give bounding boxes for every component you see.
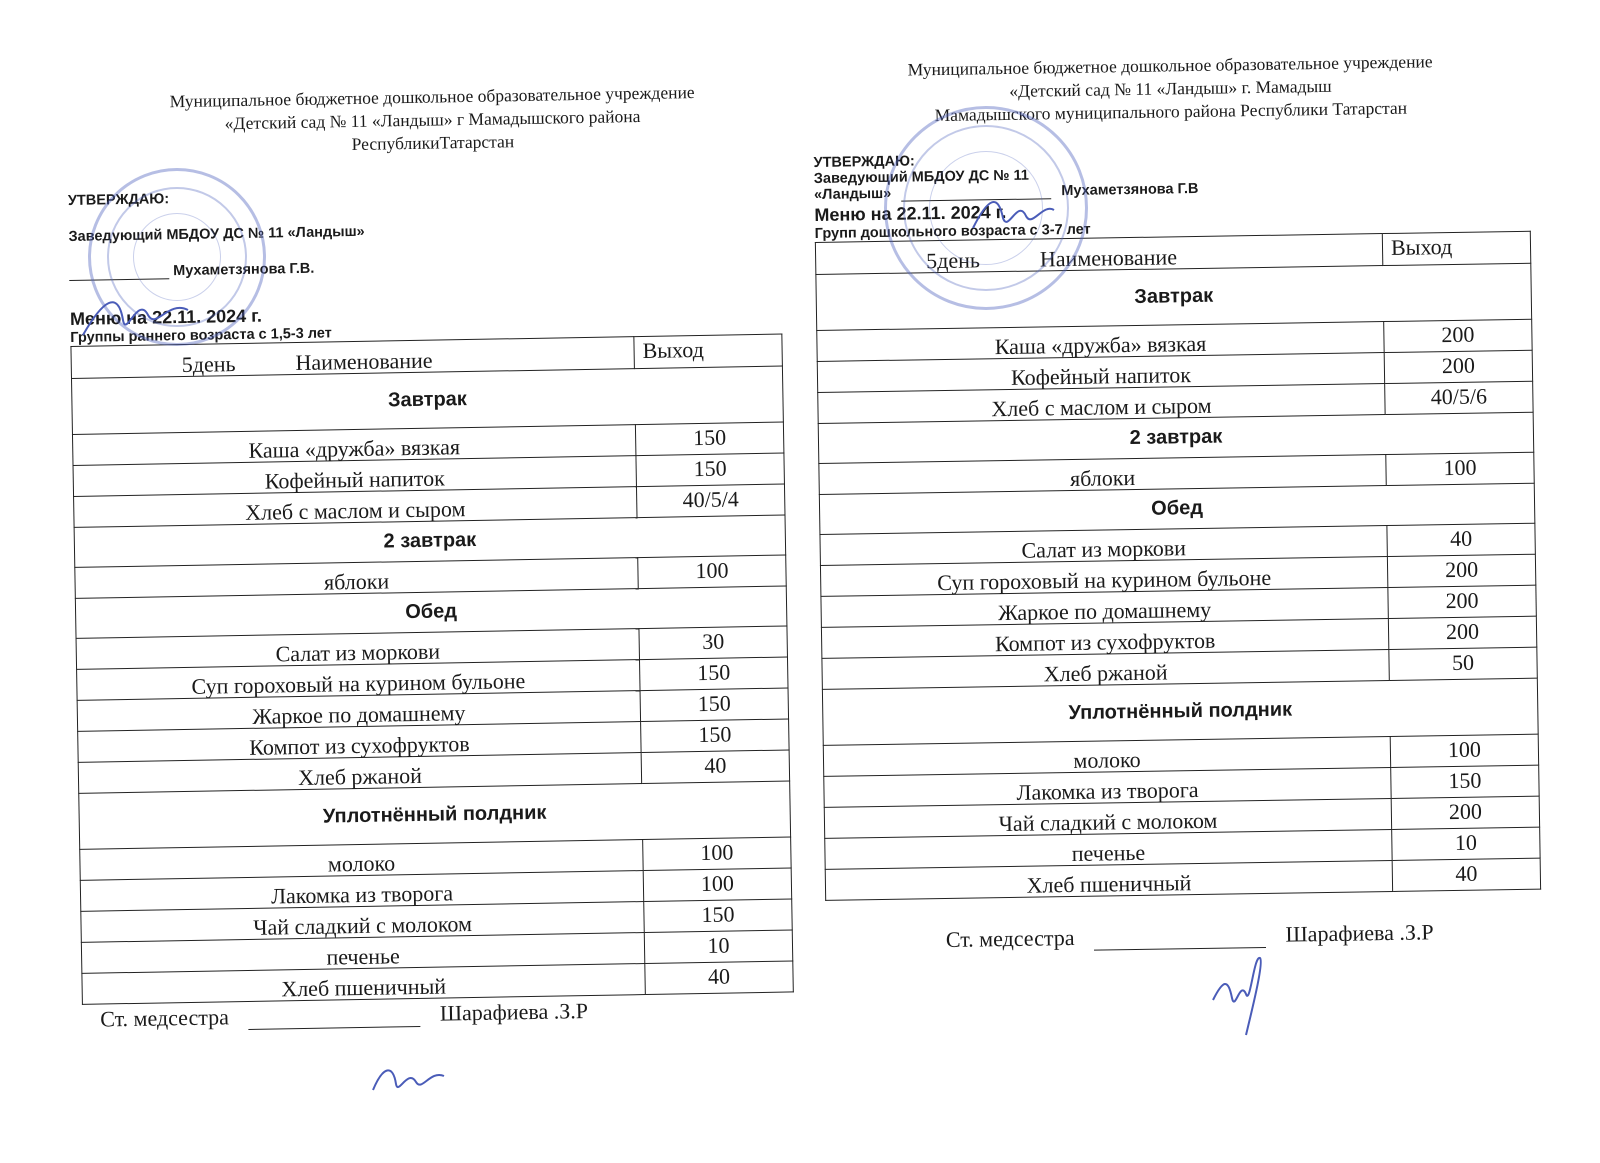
column-header-name: Наименование (1039, 244, 1178, 272)
dish-name: Хлеб с маслом и сыром (74, 487, 637, 528)
nurse-label: Ст. медсестра (945, 925, 1075, 953)
dish-output: 200 (1384, 351, 1532, 384)
nurse-name: Шарафиева .З.Р (1285, 919, 1434, 947)
handwritten-signature-icon (368, 1058, 448, 1098)
dish-name: Кофейный напиток (817, 353, 1384, 393)
dish-output: 10 (1392, 827, 1540, 860)
head-name: Мухаметзянова Г.В. (173, 260, 315, 280)
dish-output: 50 (1389, 647, 1537, 680)
dish-name: Хлеб с маслом и сыром (818, 384, 1385, 424)
handwritten-signature-icon (968, 188, 1058, 238)
column-header-name: Наименование (295, 347, 433, 376)
org-header (66, 80, 779, 162)
dish-output: 100 (643, 868, 792, 902)
section-title: Обед (819, 483, 1535, 534)
dish-output: 10 (644, 930, 793, 964)
head-name: Мухаметзянова Г.В (1061, 181, 1199, 200)
dish-name: печенье (81, 933, 644, 974)
dish-name: Суп гороховый на курином бульоне (820, 557, 1387, 597)
section-title: 2 завтрак (74, 515, 786, 567)
handwritten-signature-icon (78, 280, 198, 350)
dish-name: Лакомка из творога (80, 871, 643, 912)
head-position: Заведующий МБДОУ ДС № 11 «Ландыш» (68, 224, 365, 246)
dish-name: яблоки (819, 455, 1386, 495)
dish-name: Жаркое по домашнему (77, 691, 640, 732)
column-header-output: Выход (1382, 232, 1530, 266)
column-header-output: Выход (634, 334, 783, 369)
dish-name: Жаркое по домашнему (821, 588, 1388, 628)
dish-name: Лакомка из творога (824, 768, 1391, 808)
nurse-label: Ст. медсестра (99, 1004, 230, 1032)
approve-label: УТВЕРЖДАЮ: (813, 153, 915, 172)
dish-name: Компот из сухофруктов (78, 722, 641, 763)
dish-name: Каша «дружба» вязкая (817, 322, 1384, 362)
dish-output: 200 (1391, 796, 1539, 829)
dish-output: 40 (645, 961, 794, 995)
org-line: «Детский сад № 11 «Ландыш» г Мамадышского района (224, 106, 641, 134)
dish-output: 100 (1390, 734, 1538, 767)
dish-name: Кофейный напиток (73, 456, 636, 497)
dish-output: 150 (641, 719, 790, 753)
menu-table (70, 334, 793, 1005)
dish-output: 200 (1388, 616, 1536, 649)
dish-output: 200 (1384, 320, 1532, 353)
dish-output: 40 (1387, 523, 1535, 556)
head-position-line2: «Ландыш» (813, 186, 892, 204)
dish-name: молоко (823, 737, 1390, 777)
approve-label: УТВЕРЖДАЮ: (67, 191, 170, 210)
org-line: Мамадышского муниципального района Республики Татарстан (934, 97, 1408, 126)
section-title: Завтрак (816, 264, 1532, 331)
dish-name: Хлеб ржаной (822, 650, 1389, 690)
head-position: Заведующий МБДОУ ДС № 11 (813, 167, 1029, 188)
menu-title: Меню на 22.11. 2024 г. (814, 202, 1007, 226)
dish-name: Компот из сухофруктов (821, 619, 1388, 659)
dish-output: 100 (1386, 452, 1534, 485)
dish-output: 100 (638, 555, 787, 589)
dish-output: 40 (641, 750, 790, 784)
dish-name: Хлеб пшеничный (825, 861, 1392, 901)
dish-output: 100 (643, 837, 792, 871)
dish-output: 150 (1391, 765, 1539, 798)
dish-name: Чай сладкий с молоком (824, 799, 1391, 839)
org-line: «Детский сад № 11 «Ландыш» г. Мамадыш (1009, 75, 1332, 101)
dish-name: Хлеб пшеничный (82, 964, 645, 1005)
dish-output: 150 (640, 688, 789, 722)
dish-name: Каша «дружба» вязкая (72, 425, 635, 466)
dish-name: Салат из моркови (820, 526, 1387, 566)
section-title: Уплотнённый полдник (79, 781, 791, 849)
dish-name: молоко (80, 840, 643, 881)
menu-table (815, 231, 1541, 901)
section-title: Уплотнённый полдник (822, 678, 1538, 745)
dish-output: 200 (1387, 554, 1535, 587)
dish-output: 40 (1392, 858, 1540, 891)
day-label: 5день (181, 351, 236, 378)
nurse-name: Шарафиева .З.Р (439, 998, 589, 1026)
dish-output: 150 (644, 899, 793, 933)
signature-line (249, 1026, 421, 1030)
day-label: 5день (925, 247, 981, 274)
group-title: Групп дошкольного возраста с 3-7 лет (814, 221, 1091, 243)
dish-name: Хлеб ржаной (78, 753, 641, 794)
dish-output: 150 (639, 657, 788, 691)
org-line: Муниципальное бюджетное дошкольное образовательное учреждение (169, 82, 695, 112)
org-header (812, 49, 1529, 130)
dish-output: 150 (636, 453, 785, 487)
section-title: Обед (75, 586, 787, 638)
org-line: РеспубликиТатарстан (351, 131, 515, 155)
section-title: 2 завтрак (818, 412, 1534, 463)
dish-name: Салат из моркови (76, 629, 639, 670)
section-title: Завтрак (72, 366, 784, 434)
dish-output: 40/5/4 (636, 484, 785, 518)
dish-name: Суп гороховый на курином бульоне (77, 660, 640, 701)
handwritten-signature-icon (1208, 950, 1278, 1040)
org-line: Муниципальное бюджетное дошкольное образовательное учреждение (907, 51, 1433, 80)
menu-title: Меню на 22.11. 2024 г. (69, 305, 263, 330)
dish-name: печенье (825, 830, 1392, 870)
dish-output: 200 (1388, 585, 1536, 618)
dish-name: Чай сладкий с молоком (81, 902, 644, 943)
dish-output: 40/5/6 (1385, 382, 1533, 415)
dish-output: 30 (639, 626, 788, 660)
dish-name: яблоки (75, 558, 638, 599)
nurse-signature-row (826, 918, 1542, 955)
dish-output: 150 (635, 422, 784, 456)
group-title: Группы раннего возраста с 1,5-3 лет (70, 325, 332, 347)
